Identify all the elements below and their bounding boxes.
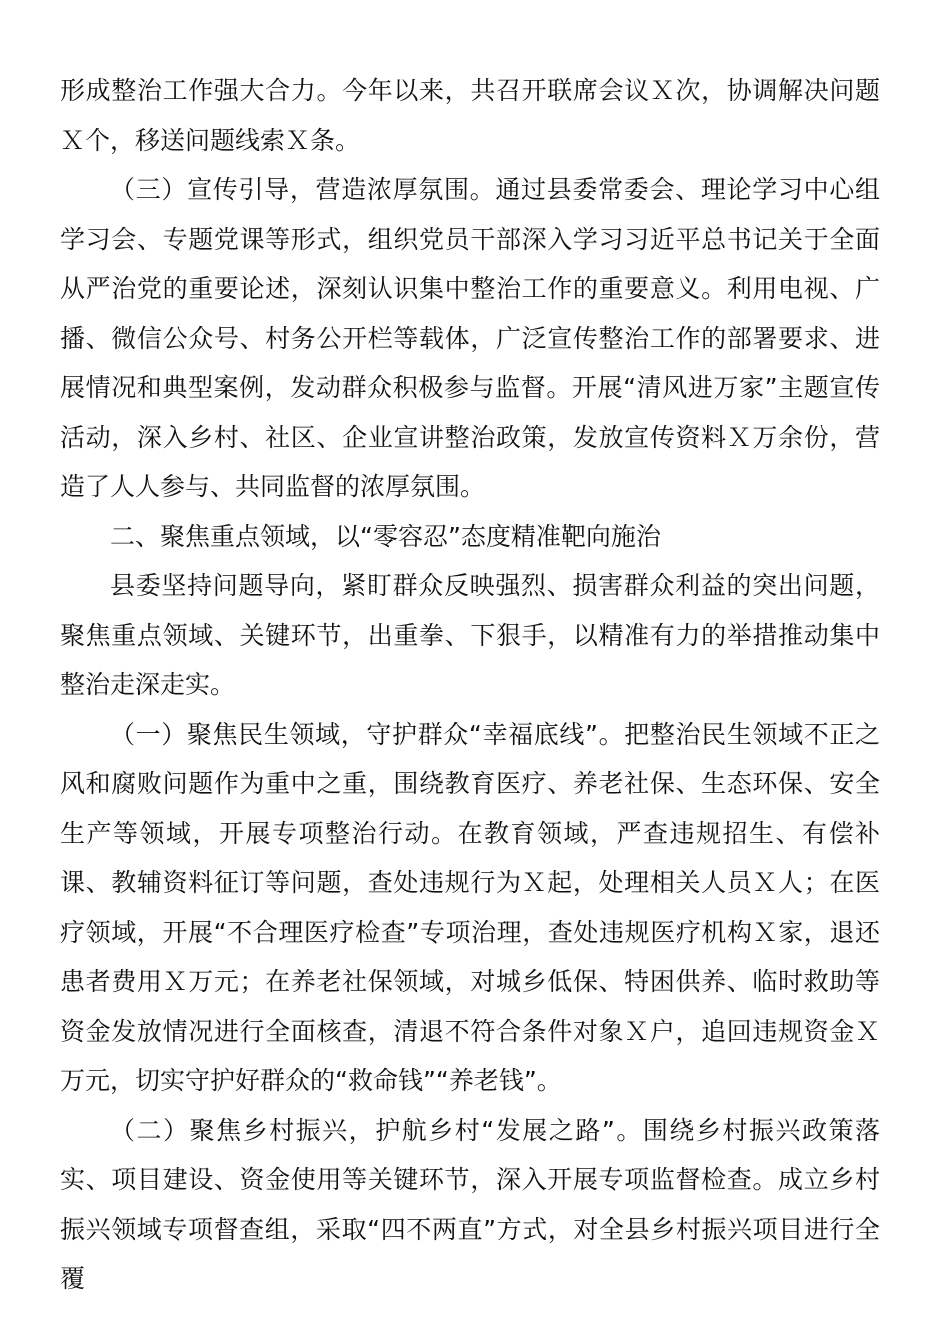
document-page (60, 66, 880, 1304)
paragraph-4: 县委坚持问题导向，紧盯群众反映强烈、损害群众利益的突出问题，聚焦重点领域、关键环节，出重拳、下狠手，以精准有力的举措推动集中整治走深走实。 (60, 571, 880, 699)
paragraph-6: （二）聚焦乡村振兴，护航乡村“发展之路”。围绕乡村振兴政策落实、项目建设、资金使用等关键环节，深入开展专项监督检查。成立乡村振兴领域专项督查组，采取“四不两直”方式，对全县乡村振兴项目进行全覆 (60, 1115, 880, 1293)
section-heading-2: 二、聚焦重点领域，以“零容忍”态度精准靶向施治 (110, 521, 661, 551)
paragraph-2: （三）宣传引导，营造浓厚氛围。通过县委常委会、理论学习中心组学习会、专题党课等形式，组织党员干部深入学习习近平总书记关于全面从严治党的重要论述，深刻认识集中整治工作的重要意义。利用电视、广播、微信公众号、村务公开栏等载体，广泛宣传整治工作的部署要求、进展情况和典型案例，发动群众积极参与监督。开展“清风进万家”主题宣传活动，深入乡村、社区、企业宣讲整治政策，发放宣传资料Ｘ万余份，营造了人人参与、共同监督的浓厚氛围。 (60, 175, 880, 501)
paragraph-5: （一）聚焦民生领域，守护群众“幸福底线”。把整治民生领域不正之风和腐败问题作为重中之重，围绕教育医疗、养老社保、生态环保、安全生产等领域，开展专项整治行动。在教育领域，严查违规招生、有偿补课、教辅资料征订等问题，查处违规行为Ｘ起，处理相关人员Ｘ人；在医疗领域，开展“不合理医疗检查”专项治理，查处违规医疗机构Ｘ家，退还患者费用Ｘ万元；在养老社保领域，对城乡低保、特困供养、临时救助等资金发放情况进行全面核查，清退不符合条件对象Ｘ户，追回违规资金Ｘ万元，切实守护好群众的“救命钱”“养老钱”。 (60, 719, 880, 1095)
paragraph-1: 形成整治工作强大合力。今年以来，共召开联席会议Ｘ次，协调解决问题Ｘ个，移送问题线索Ｘ条。 (60, 76, 880, 155)
